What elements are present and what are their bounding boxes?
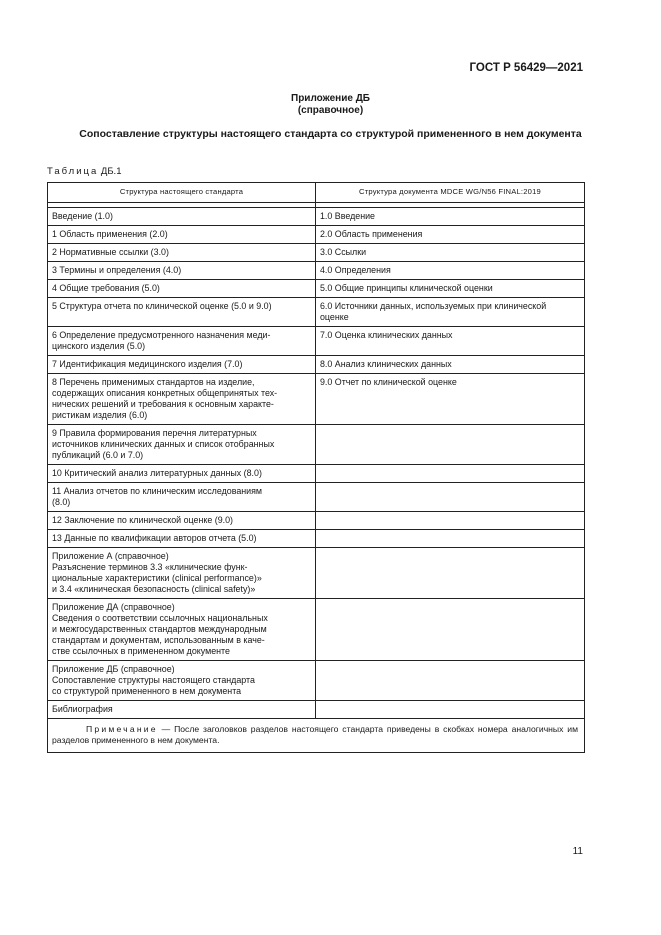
cell-text-line: Введение (1.0): [52, 211, 113, 221]
cell-text-line: 9 Правила формирования перечня литературных: [52, 428, 257, 438]
cell-text-line: (8.0): [52, 497, 71, 507]
note-text: — После заголовков разделов настоящего стандарта приведены в скобках номера аналогичных им разделов примененного в нем документа.: [52, 724, 578, 745]
cell-current-standard: [48, 327, 316, 356]
table-row: [48, 262, 585, 280]
table-caption-number: ДБ.1: [98, 166, 122, 177]
cell-text-line: нических решений и требования к основным характе-: [52, 399, 274, 409]
cell-applied-document: [316, 661, 585, 701]
header-cell-applied-document: Структура документа MDCE WG/N56 FINAL:2019: [316, 183, 585, 203]
cell-applied-document: [316, 599, 585, 661]
cell-text-line: 13 Данные по квалификации авторов отчета (5.0): [52, 533, 257, 543]
table-note: [48, 719, 585, 753]
cell-text-line: Сопоставление структуры настоящего стандарта: [52, 675, 255, 685]
table-row: [48, 208, 585, 226]
cell-text-line: публикаций (6.0 и 7.0): [52, 450, 144, 460]
cell-current-standard: [48, 374, 316, 425]
table-header-row: [48, 183, 585, 203]
cell-applied-document: [316, 548, 585, 599]
cell-current-standard: [48, 244, 316, 262]
cell-text-line: 1 Область применения (2.0): [52, 229, 168, 239]
cell-current-standard: [48, 298, 316, 327]
cell-applied-document: [316, 425, 585, 465]
cell-current-standard: [48, 262, 316, 280]
cell-applied-document: [316, 244, 585, 262]
cell-current-standard: [48, 226, 316, 244]
cell-current-standard: [48, 599, 316, 661]
cell-text-line: 4.0 Определения: [320, 265, 391, 275]
cell-text-line: 9.0 Отчет по клинической оценке: [320, 377, 457, 387]
cell-current-standard: [48, 701, 316, 719]
cell-current-standard: [48, 208, 316, 226]
cell-current-standard: [48, 483, 316, 512]
cell-applied-document: [316, 262, 585, 280]
cell-text-line: 11 Анализ отчетов по клиническим исследованиям: [52, 486, 263, 496]
cell-applied-document: [316, 483, 585, 512]
table-row: [48, 327, 585, 356]
cell-applied-document: [316, 512, 585, 530]
annex-heading: [0, 93, 661, 117]
cell-text-line: оценке: [320, 312, 349, 322]
cell-applied-document: [316, 530, 585, 548]
cell-applied-document: [316, 327, 585, 356]
table-caption-word: Таблица: [47, 166, 99, 177]
cell-applied-document: [316, 226, 585, 244]
table-row: [48, 280, 585, 298]
cell-text-line: Приложение А (справочное): [52, 551, 169, 561]
cell-text-line: Разъяснение терминов 3.3 «клинические функ-: [52, 562, 248, 572]
table-row: [48, 356, 585, 374]
cell-text-line: 10 Критический анализ литературных данных (8.0): [52, 468, 262, 478]
table-row: [48, 483, 585, 512]
table-row: [48, 599, 585, 661]
table-row: [48, 374, 585, 425]
table-row: [48, 465, 585, 483]
cell-text-line: источников клинических данных и список отобранных: [52, 439, 275, 449]
cell-text-line: 3.0 Ссылки: [320, 247, 367, 257]
cell-text-line: циональные характеристики (clinical performance)»: [52, 573, 262, 583]
cell-current-standard: [48, 356, 316, 374]
table-note-row: [48, 719, 585, 753]
cell-text-line: 3 Термины и определения (4.0): [52, 265, 182, 275]
cell-current-standard: [48, 661, 316, 701]
cell-text-line: 12 Заключение по клинической оценке (9.0): [52, 515, 233, 525]
table-body: [48, 203, 585, 719]
note-label: Примечание: [86, 724, 158, 734]
cell-text-line: Сведения о соответствии ссылочных национальных: [52, 613, 268, 623]
cell-text-line: 5 Структура отчета по клинической оценке (5.0 и 9.0): [52, 301, 272, 311]
annex-title: Сопоставление структуры настоящего стандарта со структурой примененного в нем документа: [79, 128, 582, 140]
cell-applied-document: [316, 298, 585, 327]
cell-current-standard: [48, 530, 316, 548]
table-row: [48, 425, 585, 465]
cell-text-line: 8.0 Анализ клинических данных: [320, 359, 452, 369]
table-caption: [47, 166, 121, 177]
table-row: [48, 661, 585, 701]
table-row: [48, 244, 585, 262]
cell-current-standard: [48, 425, 316, 465]
cell-current-standard: [48, 280, 316, 298]
cell-text-line: Приложение ДА (справочное): [52, 602, 175, 612]
annex-status: (справочное): [297, 105, 364, 116]
cell-text-line: 4 Общие требования (5.0): [52, 283, 160, 293]
cell-text-line: 6.0 Источники данных, используемых при клинической: [320, 301, 547, 311]
table-row: [48, 512, 585, 530]
table-row: [48, 701, 585, 719]
structure-comparison-table: [47, 182, 585, 753]
annex-label: Приложение ДБ: [291, 93, 370, 104]
table-row: [48, 226, 585, 244]
header-cell-current-standard: Структура настоящего стандарта: [48, 183, 316, 203]
table-row: [48, 548, 585, 599]
cell-text-line: 5.0 Общие принципы клинической оценки: [320, 283, 493, 293]
cell-text-line: 2.0 Область применения: [320, 229, 423, 239]
cell-text-line: 7.0 Оценка клинических данных: [320, 330, 453, 340]
cell-text-line: Приложение ДБ (справочное): [52, 664, 175, 674]
cell-applied-document: [316, 465, 585, 483]
standard-code: ГОСТ Р 56429—2021: [469, 62, 583, 74]
cell-current-standard: [48, 548, 316, 599]
cell-text-line: Библиография: [52, 704, 113, 714]
cell-current-standard: [48, 512, 316, 530]
cell-text-line: стандартам и документам, использованным в каче-: [52, 635, 265, 645]
cell-text-line: 8 Перечень применимых стандартов на изделие,: [52, 377, 255, 387]
cell-text-line: цинского изделия (5.0): [52, 341, 146, 351]
cell-text-line: содержащих описания конкретных общепринятых тех-: [52, 388, 278, 398]
table-row: [48, 530, 585, 548]
cell-applied-document: [316, 701, 585, 719]
cell-current-standard: [48, 465, 316, 483]
cell-text-line: 1.0 Введение: [320, 211, 375, 221]
page-number: 11: [572, 846, 583, 857]
cell-text-line: 6 Определение предусмотренного назначения меди-: [52, 330, 271, 340]
cell-text-line: и межгосударственных стандартов международным: [52, 624, 267, 634]
cell-applied-document: [316, 208, 585, 226]
cell-text-line: 7 Идентификация медицинского изделия (7.0): [52, 359, 243, 369]
cell-applied-document: [316, 374, 585, 425]
cell-text-line: стве ссылочных в примененном документе: [52, 646, 230, 656]
cell-text-line: со структурой примененного в нем документа: [52, 686, 242, 696]
cell-applied-document: [316, 280, 585, 298]
cell-text-line: 2 Нормативные ссылки (3.0): [52, 247, 169, 257]
cell-text-line: и 3.4 «клиническая безопасность (clinical safety)»: [52, 584, 256, 594]
cell-text-line: ристикам изделия (6.0): [52, 410, 148, 420]
table-row: [48, 298, 585, 327]
cell-applied-document: [316, 356, 585, 374]
